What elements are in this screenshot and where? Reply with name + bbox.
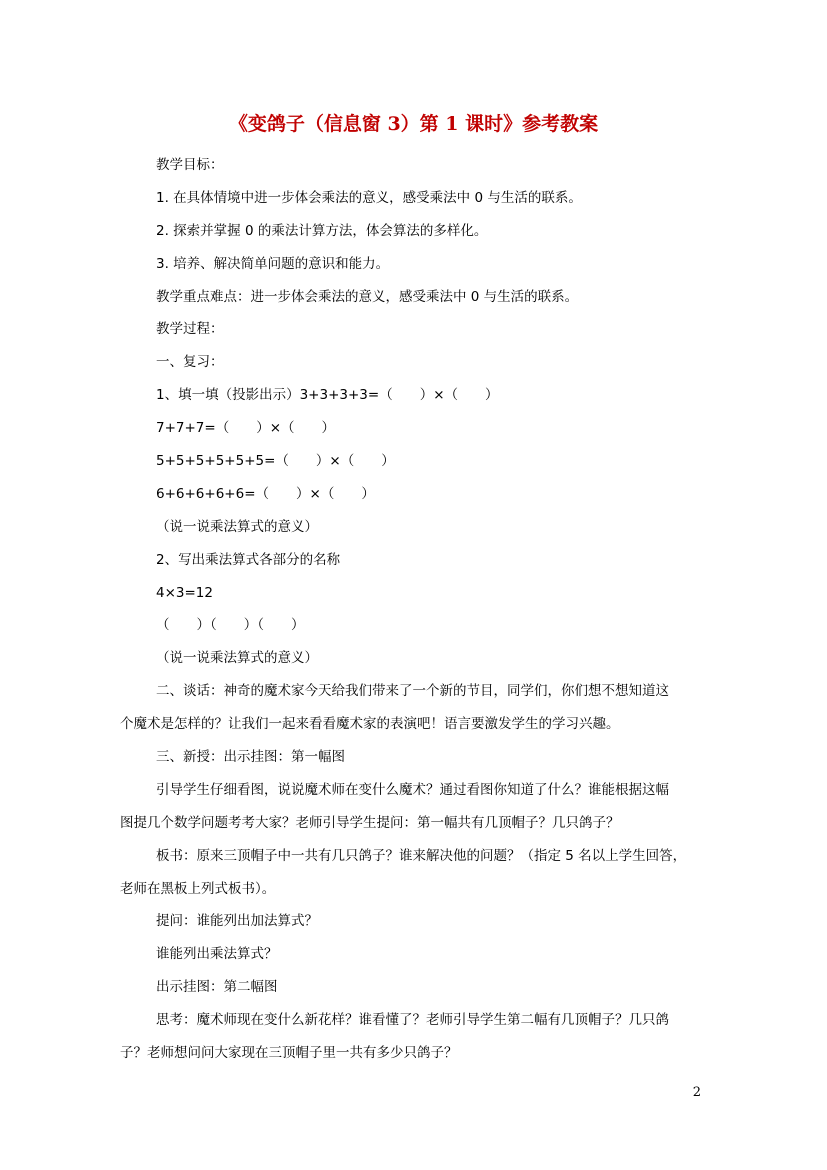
paragraph-line: 三、新授：出示挂图：第一幅图 [156, 749, 345, 766]
paragraph-line: 教学目标： [156, 157, 224, 173]
paragraph-line: 板书：原来三顶帽子中一共有几只鸽子？谁来解决他的问题？（指定 5 名以上学生回答， [156, 847, 687, 864]
paragraph-line: （ ）（ ）（ ） [156, 617, 305, 634]
paragraph-line: 5+5+5+5+5+5=（ ）×（ ） [156, 453, 395, 470]
paragraph-line: 谁能列出乘法算式？ [156, 946, 278, 963]
paragraph-line: 4×3=12 [156, 584, 213, 601]
paragraph-line: 一、复习： [156, 354, 224, 371]
paragraph-line: 二、谈话：神奇的魔术家今天给我们带来了一个新的节目，同学们，你们想不想知道这 [156, 683, 669, 700]
paragraph-line: 1. 在具体情境中进一步体会乘法的意义，感受乘法中 0 与生活的联系。 [156, 189, 582, 206]
paragraph-line: 教学重点难点：进一步体会乘法的意义，感受乘法中 0 与生活的联系。 [156, 288, 579, 305]
page-number: 2 [692, 1085, 701, 1100]
paragraph-line: 提问：谁能列出加法算式？ [156, 913, 318, 930]
paragraph-line: 个魔术是怎样的？让我们一起来看看魔术家的表演吧！语言要激发学生的学习兴趣。 [120, 716, 620, 733]
paragraph-line: （说一说乘法算式的意义） [156, 650, 318, 667]
paragraph-line: 2. 探索并掌握 0 的乘法计算方法，体会算法的多样化。 [156, 222, 488, 239]
paragraph-line: 老师在黑板上列式板书）。 [120, 880, 276, 897]
document-title: 《变鸽子（信息窗 3）第 1 课时》参考教案 [228, 113, 599, 135]
paragraph-line: （说一说乘法算式的意义） [156, 518, 318, 535]
document-body [120, 149, 710, 1070]
paragraph-line: 教学过程： [156, 321, 224, 338]
paragraph-line: 1、填一填（投影出示）3+3+3+3=（ ）×（ ） [156, 387, 499, 404]
paragraph-line: 思考：魔术师现在变什么新花样？谁看懂了？老师引导学生第二幅有几顶帽子？几只鸽 [156, 1012, 669, 1029]
paragraph-line: 子？老师想问问大家现在三顶帽子里一共有多少只鸽子？ [120, 1045, 458, 1062]
paragraph-line: 3. 培养、解决简单问题的意识和能力。 [156, 255, 390, 272]
paragraph-line: 图提几个数学问题考考大家？老师引导学生提问：第一幅共有几顶帽子？几只鸽子？ [120, 814, 620, 831]
paragraph-line: 2、写出乘法算式各部分的名称 [156, 551, 341, 568]
paragraph-line: 出示挂图：第二幅图 [156, 979, 278, 996]
paragraph-line: 6+6+6+6+6=（ ）×（ ） [156, 485, 375, 502]
paragraph-line: 引导学生仔细看图，说说魔术师在变什么魔术？通过看图你知道了什么？谁能根据这幅 [156, 781, 669, 798]
paragraph-line: 7+7+7=（ ）×（ ） [156, 420, 336, 437]
